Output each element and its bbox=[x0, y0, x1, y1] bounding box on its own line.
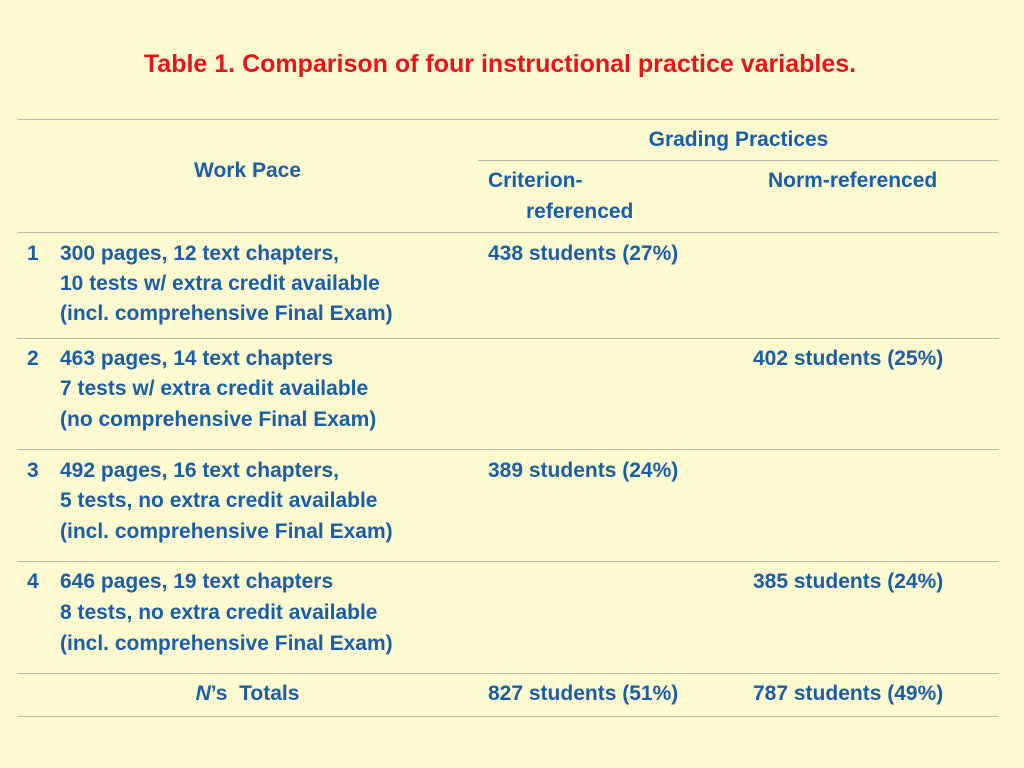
norm-count: 385 students (24%) bbox=[753, 570, 944, 593]
header-criterion-line2: referenced bbox=[526, 200, 634, 223]
work-pace-line: 8 tests, no extra credit available bbox=[60, 601, 378, 624]
work-pace-line: 10 tests w/ extra credit available bbox=[60, 272, 380, 295]
row-2-bottom-rule bbox=[17, 449, 999, 450]
work-pace-line: (incl. comprehensive Final Exam) bbox=[60, 520, 393, 543]
header-bottom-rule bbox=[17, 232, 999, 233]
table-top-rule bbox=[17, 119, 999, 120]
header-criterion-line1: Criterion- bbox=[488, 169, 583, 192]
criterion-count: 389 students (24%) bbox=[488, 459, 679, 482]
row-number: 2 bbox=[27, 347, 39, 370]
row-4-bottom-rule bbox=[17, 673, 999, 674]
header-grading-practices: Grading Practices bbox=[648, 128, 829, 151]
grading-practices-rule bbox=[478, 160, 999, 161]
totals-norm: 787 students (49%) bbox=[753, 682, 944, 705]
norm-count: 402 students (25%) bbox=[753, 347, 944, 370]
header-norm-referenced: Norm-referenced bbox=[768, 169, 938, 192]
n-symbol: N bbox=[195, 682, 211, 705]
totals-criterion: 827 students (51%) bbox=[488, 682, 679, 705]
row-number: 1 bbox=[27, 242, 39, 265]
totals-label-text: ’s Totals bbox=[210, 682, 300, 705]
work-pace-line: 646 pages, 19 text chapters bbox=[60, 570, 334, 593]
table-bottom-rule bbox=[17, 716, 999, 717]
work-pace-line: (incl. comprehensive Final Exam) bbox=[60, 302, 393, 325]
work-pace-line: 492 pages, 16 text chapters, bbox=[60, 459, 339, 482]
work-pace-line: 463 pages, 14 text chapters bbox=[60, 347, 334, 370]
row-1-bottom-rule bbox=[17, 338, 999, 339]
work-pace-line: 5 tests, no extra credit available bbox=[60, 489, 378, 512]
criterion-count: 438 students (27%) bbox=[488, 242, 679, 265]
work-pace-line: 7 tests w/ extra credit available bbox=[60, 377, 369, 400]
work-pace-line: (no comprehensive Final Exam) bbox=[60, 408, 377, 431]
totals-label bbox=[17, 679, 478, 709]
work-pace-line: (incl. comprehensive Final Exam) bbox=[60, 632, 393, 655]
table-title: Table 1. Comparison of four instructional practice variables. bbox=[143, 50, 857, 78]
header-work-pace: Work Pace bbox=[194, 159, 301, 182]
row-number: 4 bbox=[27, 570, 39, 593]
row-number: 3 bbox=[27, 459, 39, 482]
work-pace-line: 300 pages, 12 text chapters, bbox=[60, 242, 339, 265]
row-3-bottom-rule bbox=[17, 561, 999, 562]
